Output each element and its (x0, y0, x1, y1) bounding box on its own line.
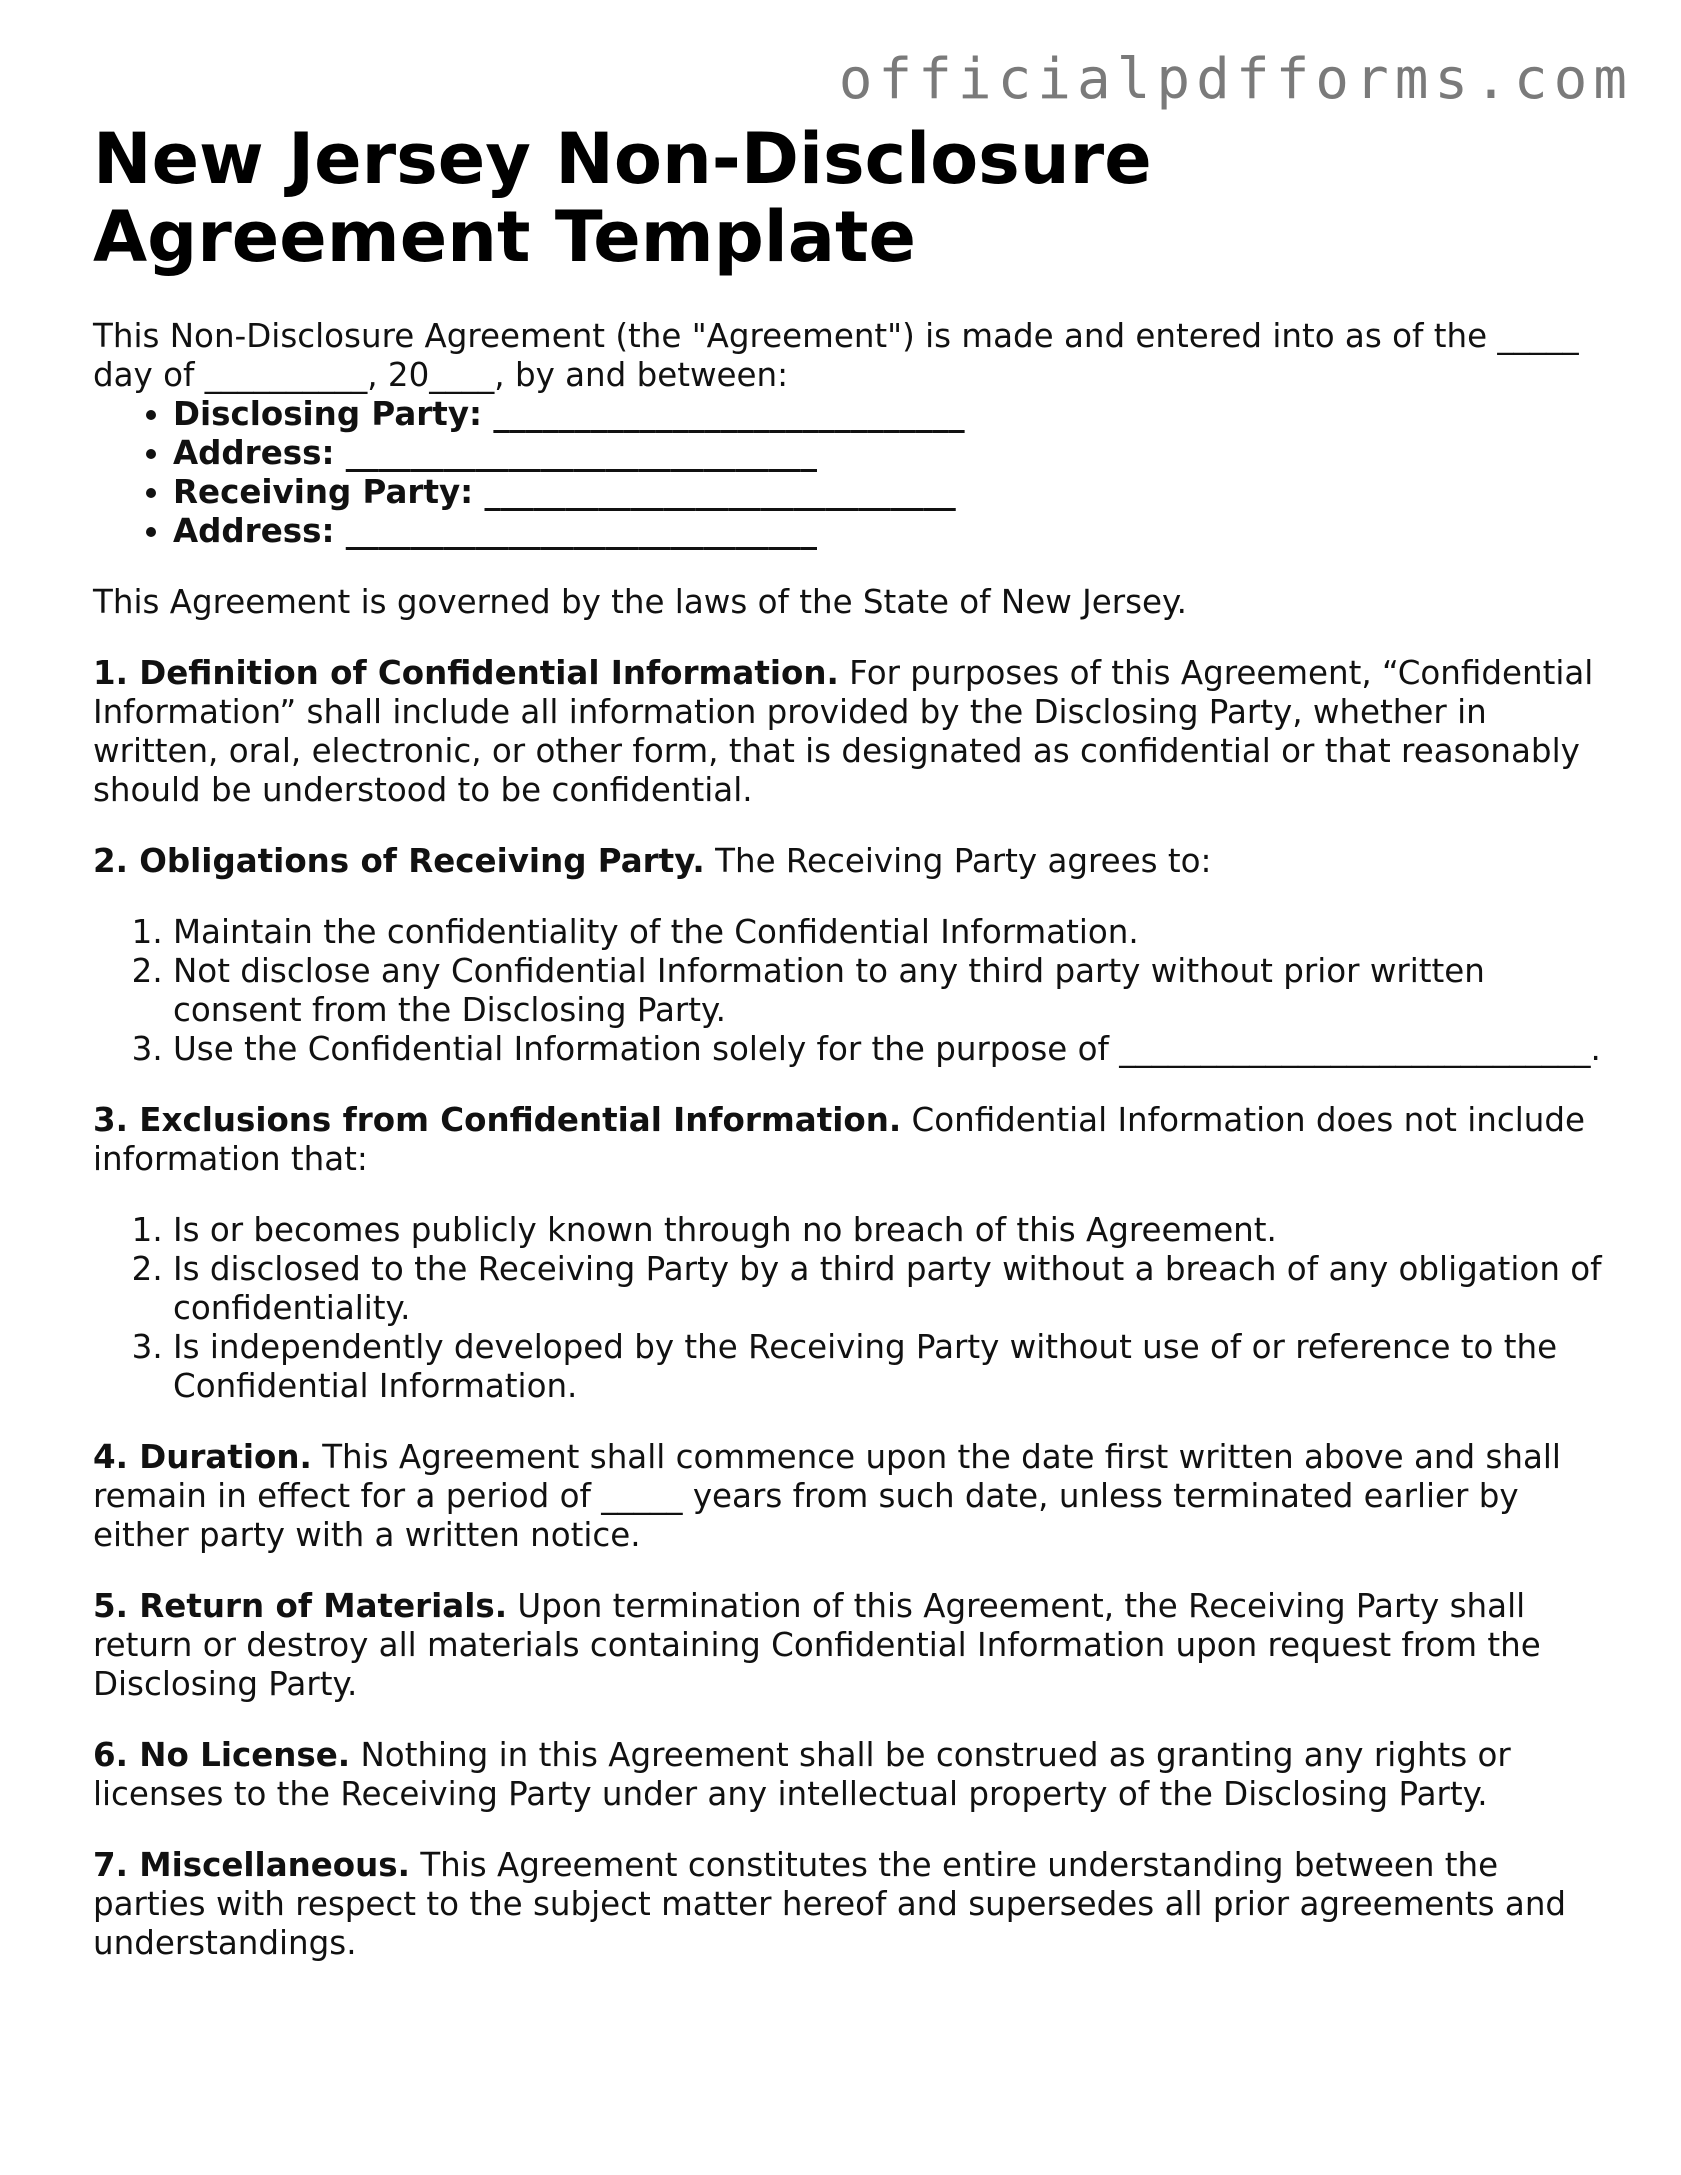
section-4 (93, 1438, 1603, 1555)
section-2-heading: 2. Obligations of Receiving Party. (93, 842, 705, 880)
list-item: 2. Is disclosed to the Receiving Party by a third party without a breach of any obligation of confidentiality. (173, 1250, 1603, 1328)
document-page (93, 120, 1603, 1963)
section-6-text: Nothing in this Agreement shall be construed as granting any rights or licenses to the Receiving Party under any intellectual property of the Disclosing Party. (93, 1736, 1511, 1813)
disclosing-address-field[interactable]: _____________________________ (345, 434, 818, 472)
section-1-heading: 1. Definition of Confidential Information. (93, 654, 839, 692)
section-5 (93, 1587, 1603, 1704)
receiving-address-field[interactable]: _____________________________ (345, 512, 818, 550)
receiving-party-item (173, 473, 1603, 512)
section-2-list (93, 913, 1603, 1069)
disclosing-address-label: Address: (173, 434, 335, 472)
governing-law-paragraph: This Agreement is governed by the laws of the State of New Jersey. (93, 583, 1187, 621)
section-1 (93, 654, 1603, 810)
list-item: 3. Use the Confidential Information solely for the purpose of _____________________________. (173, 1030, 1603, 1069)
disclosing-party-item (173, 395, 1603, 434)
section-1-text: For purposes of this Agreement, “Confidential Information” shall include all information provided by the Disclosing Party, whether in written, oral, electronic, or other form, that is designated as confidential or that reasonably should be understood to be confidential. (93, 654, 1594, 809)
section-7 (93, 1846, 1603, 1963)
section-2 (93, 842, 1603, 881)
disclosing-party-list (93, 395, 1603, 473)
section-6 (93, 1736, 1603, 1814)
section-6-heading: 6. No License. (93, 1736, 351, 1774)
section-2-text: The Receiving Party agrees to: (715, 842, 1212, 880)
section-5-heading: 5. Return of Materials. (93, 1587, 508, 1625)
section-5-text: Upon termination of this Agreement, the Receiving Party shall return or destroy all materials containing Confidential Information upon request from the Disclosing Party. (93, 1587, 1541, 1703)
section-4-heading: 4. Duration. (93, 1438, 312, 1476)
list-item: 1. Maintain the confidentiality of the Confidential Information. (173, 913, 1603, 952)
disclosing-party-label: Disclosing Party: (173, 395, 483, 433)
receiving-party-field[interactable]: _____________________________ (484, 473, 956, 511)
receiving-address-item (173, 512, 1603, 551)
intro-paragraph: This Non-Disclosure Agreement (the "Agreement") is made and entered into as of the _____ day of __________, 20____, by and between: (93, 317, 1579, 394)
disclosing-address-item (173, 434, 1603, 473)
disclosing-party-field[interactable]: _____________________________ (493, 395, 965, 433)
section-3-text: Confidential Information does not include information that: (93, 1101, 1585, 1178)
section-7-text: This Agreement constitutes the entire understanding between the parties with respect to the subject matter hereof and supersedes all prior agreements and understandings. (93, 1846, 1567, 1962)
list-item: 3. Is independently developed by the Receiving Party without use of or reference to the Confidential Information. (173, 1328, 1603, 1406)
receiving-address-label: Address: (173, 512, 335, 550)
list-item: 1. Is or becomes publicly known through no breach of this Agreement. (173, 1211, 1603, 1250)
watermark: officialpdfforms.com (838, 47, 1633, 112)
section-3 (93, 1101, 1603, 1179)
receiving-party-label: Receiving Party: (173, 473, 474, 511)
list-item: 2. Not disclose any Confidential Information to any third party without prior written consent from the Disclosing Party. (173, 952, 1603, 1030)
section-7-heading: 7. Miscellaneous. (93, 1846, 410, 1884)
section-3-list (93, 1211, 1603, 1406)
page-title: New Jersey Non-Disclosure Agreement Template (93, 118, 1152, 278)
receiving-party-list (93, 473, 1603, 551)
section-4-text: This Agreement shall commence upon the date first written above and shall remain in effect for a period of _____ years from such date, unless terminated earlier by either party with a written notice. (93, 1438, 1561, 1554)
section-3-heading: 3. Exclusions from Confidential Information. (93, 1101, 902, 1139)
